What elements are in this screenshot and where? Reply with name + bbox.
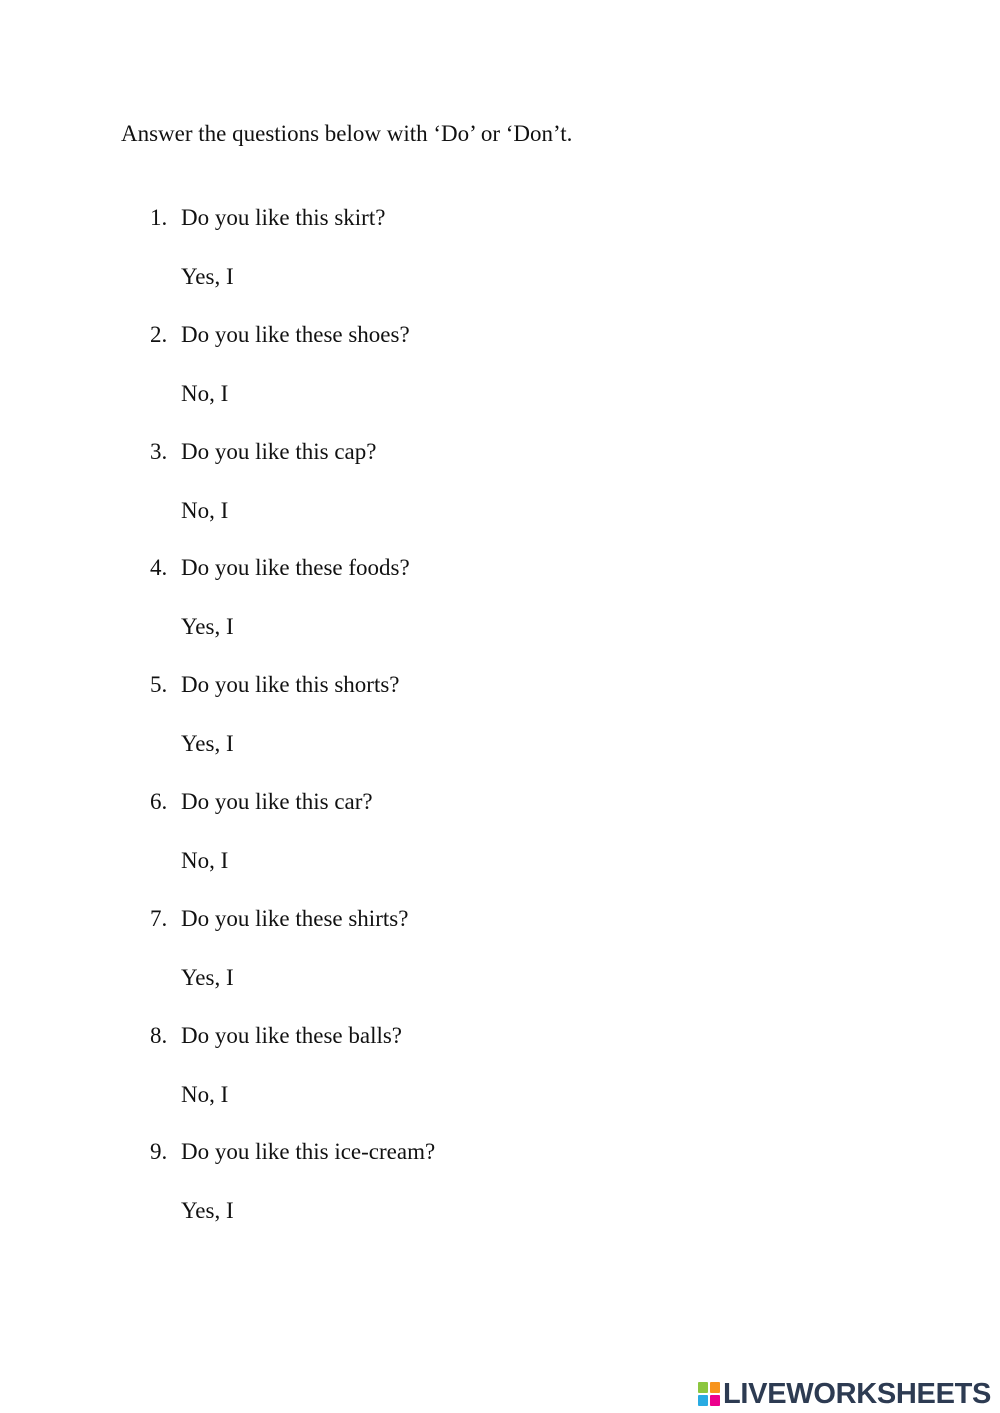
question-number: 5.	[150, 672, 168, 698]
question-text: Do you like these shirts?	[181, 905, 409, 931]
question-text: Do you like these shoes?	[181, 321, 410, 347]
question-item	[0, 1020, 1000, 1137]
liveworksheets-wordmark: LIVEWORKSHEETS	[723, 1378, 992, 1410]
liveworksheets-branding	[698, 1377, 991, 1411]
answer-stem: No, I	[181, 380, 229, 406]
answer-stem: Yes, I	[181, 1198, 234, 1224]
question-item	[0, 903, 1000, 1020]
logo-tile	[698, 1382, 708, 1393]
question-item	[0, 669, 1000, 786]
question-item	[0, 436, 1000, 553]
question-text: Do you like these foods?	[181, 555, 410, 581]
question-number: 4.	[150, 555, 168, 581]
question-number: 1.	[150, 205, 168, 230]
question-text: Do you like this shorts?	[181, 672, 400, 698]
question-item	[0, 552, 1000, 669]
question-item	[0, 319, 1000, 436]
question-text: Do you like this car?	[181, 788, 373, 814]
question-text: Do you like this ice-cream?	[181, 1139, 436, 1165]
question-number: 8.	[150, 1022, 168, 1048]
liveworksheets-logo-icon	[698, 1382, 720, 1406]
question-number: 3.	[150, 438, 168, 464]
answer-stem: No, I	[181, 1081, 229, 1107]
answer-stem: Yes, I	[181, 731, 234, 757]
question-number: 9.	[150, 1139, 168, 1165]
question-item	[0, 1136, 1000, 1253]
instruction-text: Answer the questions below with ‘Do’ or ‘Don’t.	[121, 121, 573, 146]
answer-stem: Yes, I	[181, 614, 234, 640]
answer-stem: No, I	[181, 497, 229, 523]
question-text: Do you like this cap?	[181, 438, 377, 464]
question-list	[0, 202, 1000, 1253]
question-item	[0, 786, 1000, 903]
logo-tile	[710, 1382, 720, 1393]
question-item	[0, 202, 1000, 319]
question-number: 7.	[150, 905, 168, 931]
answer-stem: Yes, I	[181, 264, 234, 289]
question-text: Do you like these balls?	[181, 1022, 403, 1048]
answer-stem: Yes, I	[181, 964, 234, 990]
question-text: Do you like this skirt?	[181, 205, 386, 230]
answer-stem: No, I	[181, 847, 229, 873]
question-number: 2.	[150, 321, 168, 347]
question-number: 6.	[150, 788, 168, 814]
logo-tile	[698, 1395, 708, 1406]
logo-tile	[710, 1395, 720, 1406]
